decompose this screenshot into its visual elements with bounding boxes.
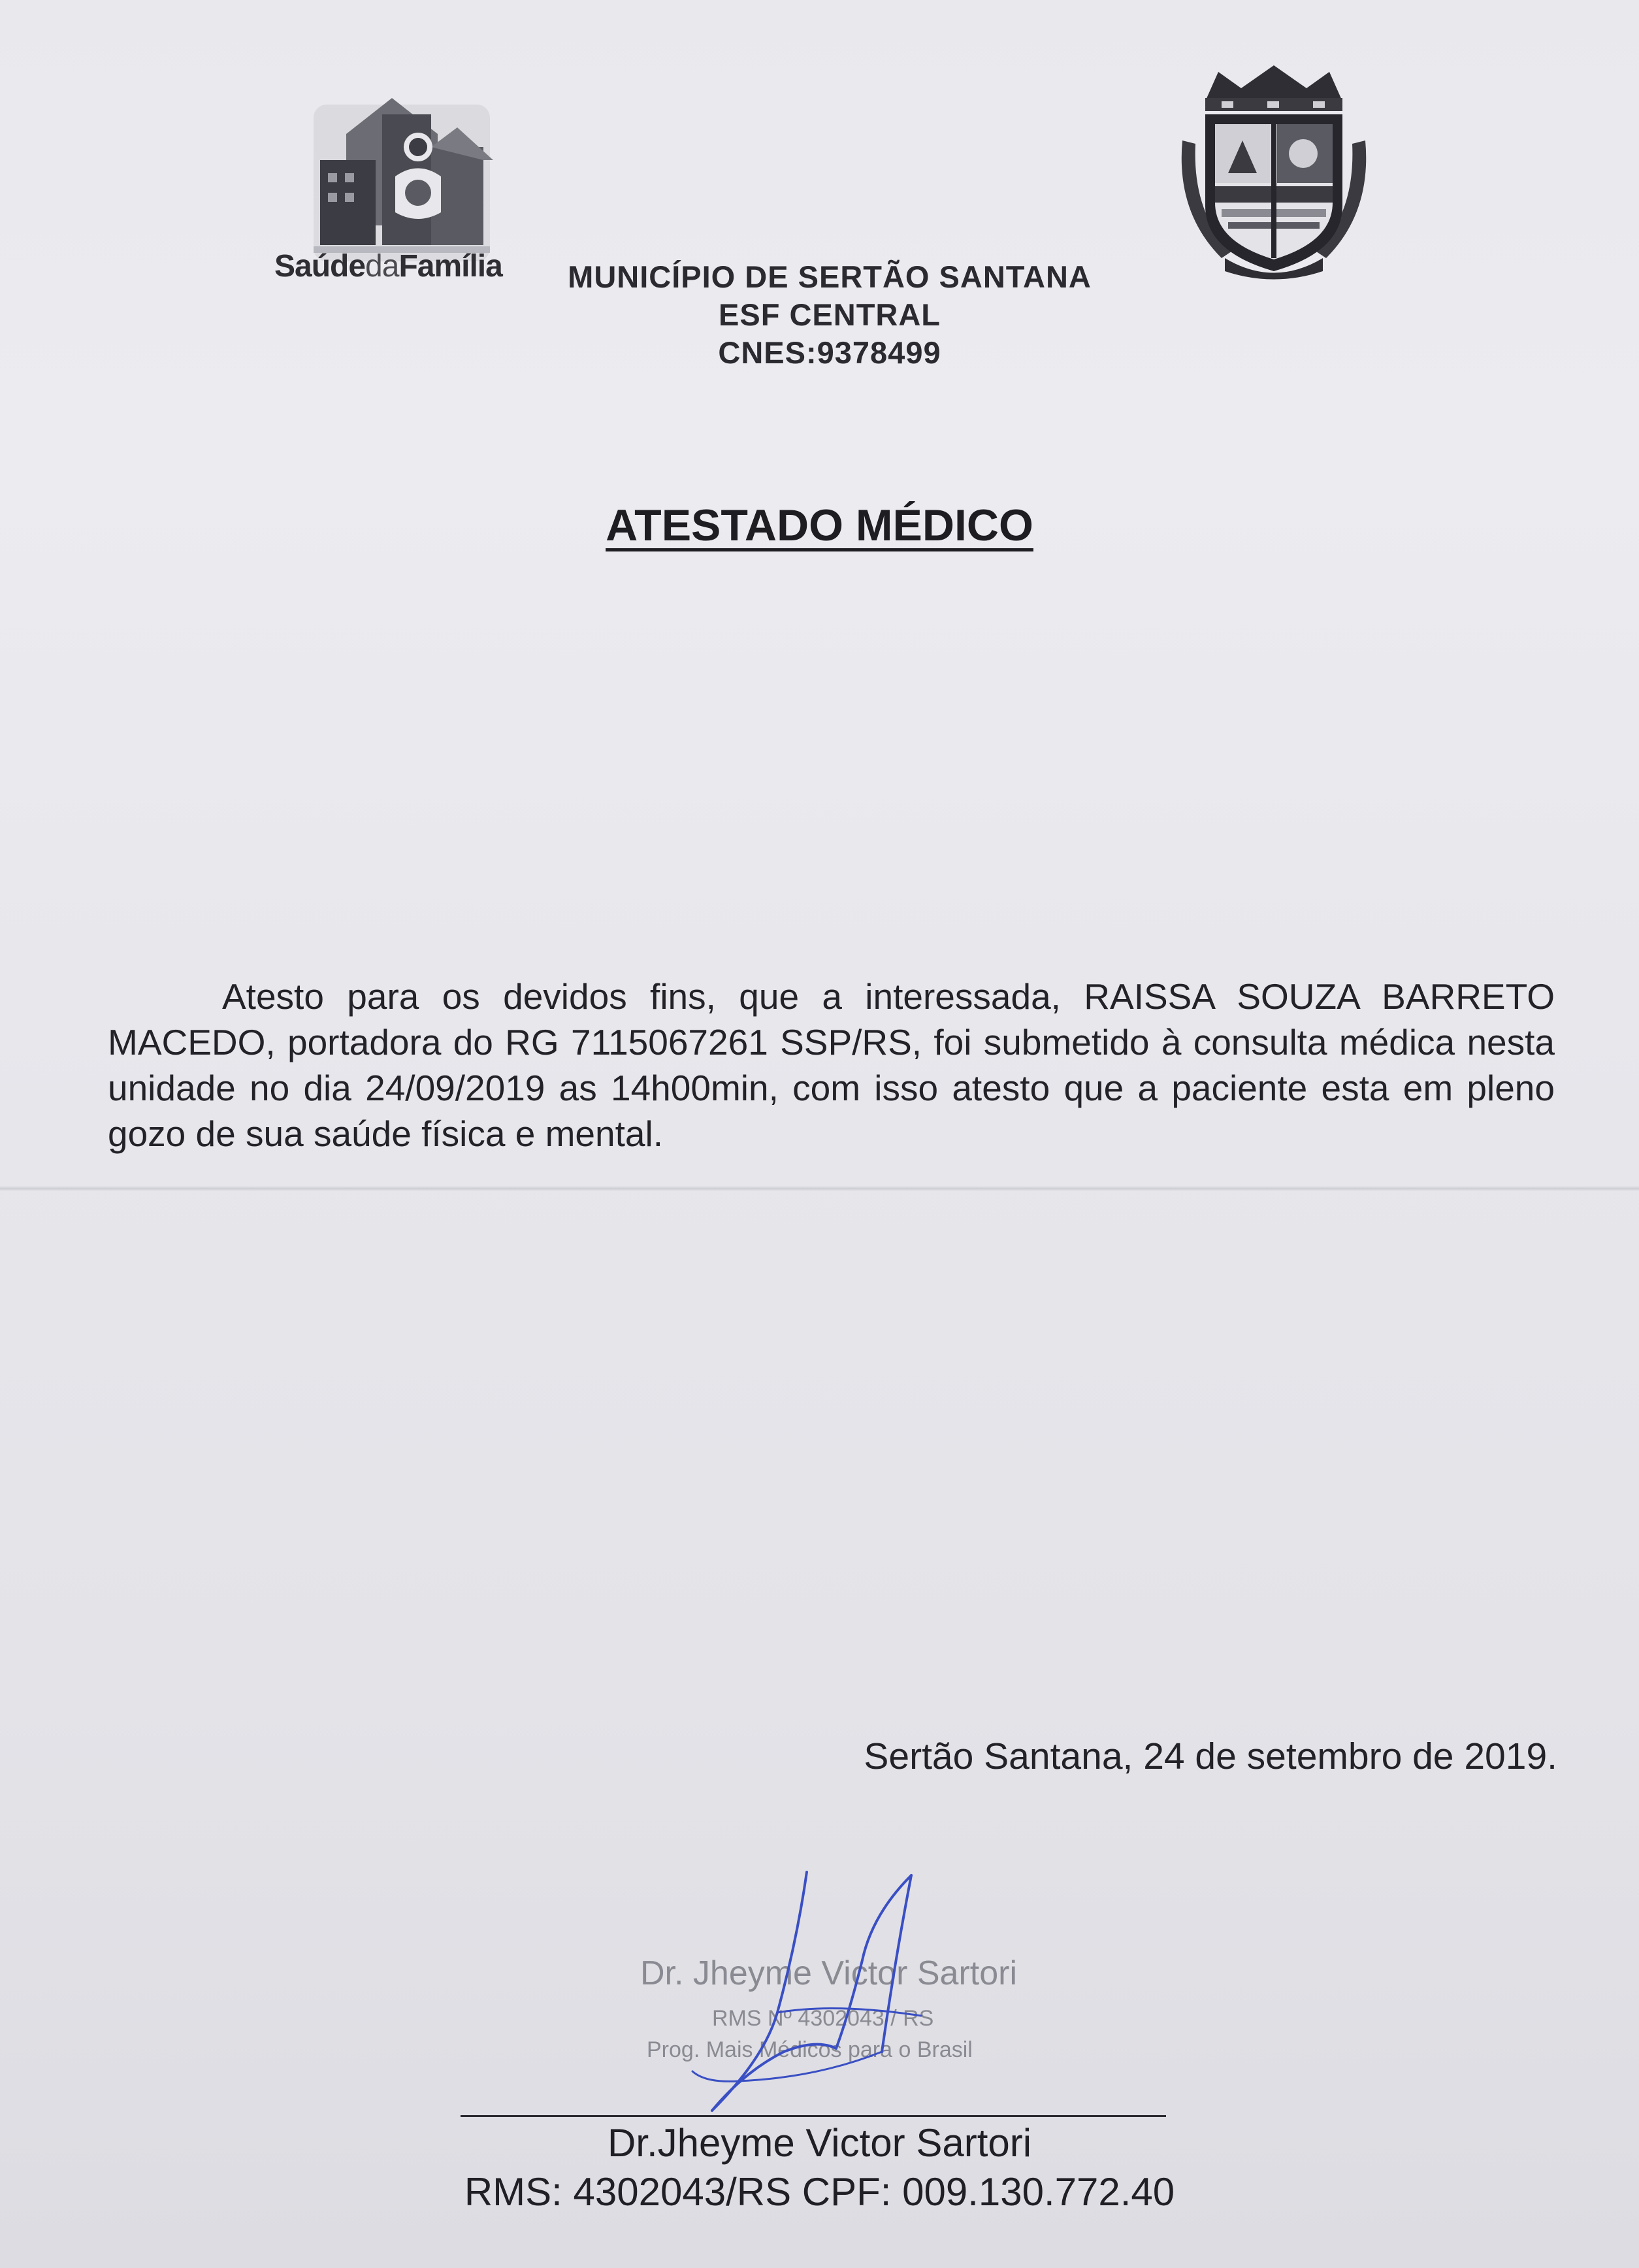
signatory-registration: RMS: 4302043/RS CPF: 009.130.772.40 xyxy=(464,2170,1175,2214)
stamp-program: Prog. Mais Médicos para o Brasil xyxy=(647,2037,973,2062)
signatory-name: Dr.Jheyme Victor Sartori xyxy=(607,2121,1032,2165)
handwritten-signature xyxy=(686,1862,967,2124)
signature-line xyxy=(461,2115,1166,2117)
cnes-code: CNES:9378499 xyxy=(718,335,941,370)
institution-header xyxy=(562,258,1097,372)
stamp-doctor-name: Dr. Jheyme Victor Sartori xyxy=(640,1954,1018,1992)
stamp-registration: RMS Nº 4302043 / RS xyxy=(712,2006,934,2031)
document-title: ATESTADO MÉDICO xyxy=(606,501,1033,550)
saude-da-familia-wordmark: SaúdedaFamília xyxy=(274,249,502,284)
municipality-name: MUNICÍPIO DE SERTÃO SANTANA xyxy=(568,259,1092,294)
municipal-crest-icon xyxy=(1169,62,1378,288)
place-and-date: Sertão Santana, 24 de setembro de 2019. xyxy=(864,1735,1557,1777)
certificate-body: Atesto para os devidos fins, que a interessada, RAISSA SOUZA BARRETO MACEDO, portadora do RG 7115067261 SSP/RS, foi submetido à consulta médica nesta unidade no dia 24/09/2019 as 14h00min, com isso atesto que a paciente esta em pleno gozo de sua saúde física e mental. xyxy=(108,976,1555,1154)
paper-fold-line xyxy=(0,1186,1639,1191)
unit-name: ESF CENTRAL xyxy=(719,297,941,332)
